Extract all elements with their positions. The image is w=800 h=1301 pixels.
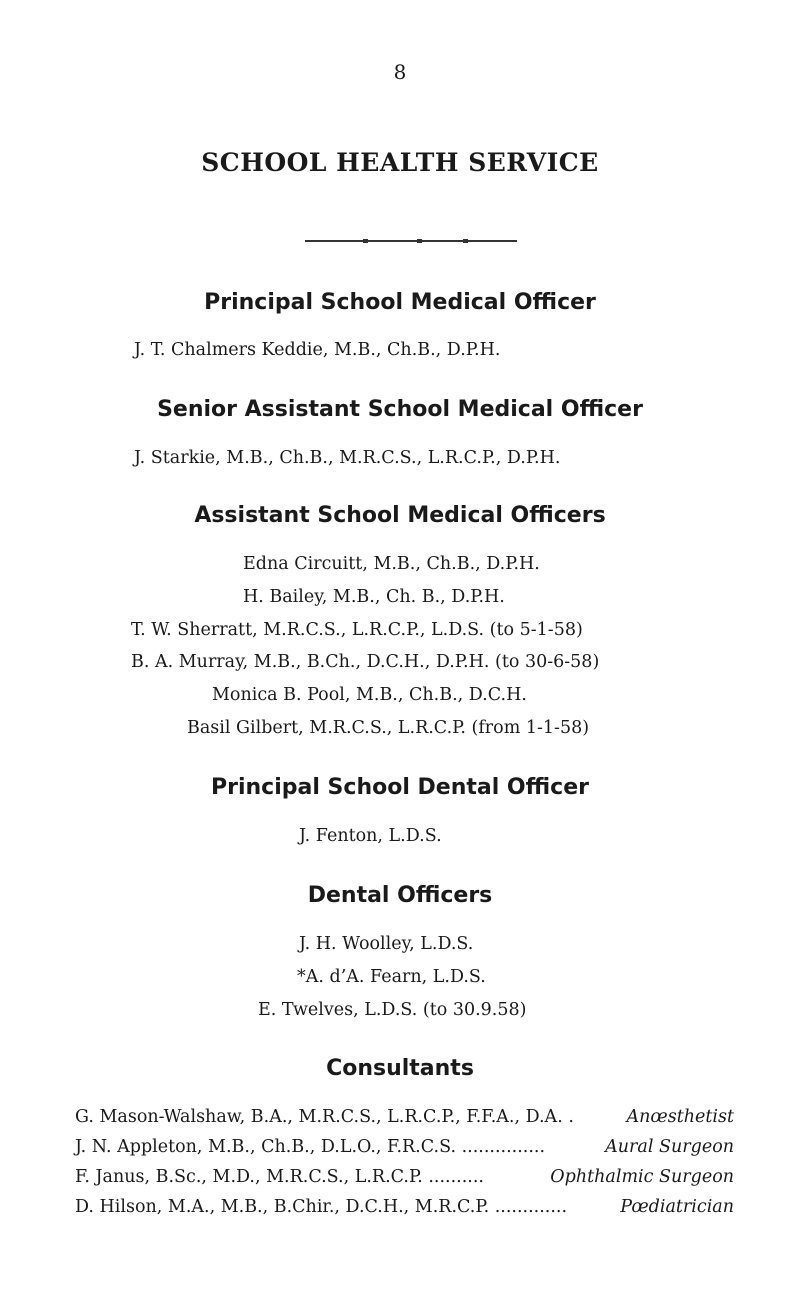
asmo-name: B. A. Murray, M.B., B.Ch., D.C.H., D.P.H. (to 30-6-58): [131, 652, 600, 672]
consultant-role: Anœsthetist: [626, 1107, 734, 1127]
decorative-rule: [305, 240, 517, 242]
heading-principal-school-dental-officer: Principal School Dental Officer: [211, 775, 589, 800]
heading-senior-assistant-smo: Senior Assistant School Medical Officer: [157, 397, 643, 422]
heading-principal-school-medical-officer: Principal School Medical Officer: [204, 290, 596, 315]
asmo-name: H. Bailey, M.B., Ch. B., D.P.H.: [243, 587, 505, 607]
consultant-role: Pœdiatrician: [620, 1197, 734, 1217]
consultant-name: D. Hilson, M.A., M.B., B.Chir., D.C.H., M.R.C.P. .............: [75, 1197, 568, 1217]
dental-officer-name: *A. d’A. Fearn, L.D.S.: [297, 967, 486, 987]
asmo-name: Edna Circuitt, M.B., Ch.B., D.P.H.: [243, 554, 540, 574]
consultant-role: Ophthalmic Surgeon: [550, 1167, 734, 1187]
consultant-role: Aural Surgeon: [605, 1137, 734, 1157]
dental-officer-name: J. H. Woolley, L.D.S.: [299, 934, 474, 954]
heading-dental-officers: Dental Officers: [307, 883, 493, 908]
consultant-name: F. Janus, B.Sc., M.D., M.R.C.S., L.R.C.P. ..........: [75, 1167, 484, 1187]
consultant-name: J. N. Appleton, M.B., Ch.B., D.L.O., F.R.C.S. ...............: [75, 1137, 546, 1157]
page-number: 8: [393, 60, 407, 84]
asmo-name: Basil Gilbert, M.R.C.S., L.R.C.P. (from 1-1-58): [187, 718, 590, 738]
asmo-name: T. W. Sherratt, M.R.C.S., L.R.C.P., L.D.S. (to 5-1-58): [131, 620, 583, 640]
dental-officer-name: E. Twelves, L.D.S. (to 30.9.58): [258, 1000, 527, 1020]
consultant-name: G. Mason-Walshaw, B.A., M.R.C.S., L.R.C.P., F.F.A., D.A. .: [75, 1107, 574, 1127]
principal-sdo-name: J. Fenton, L.D.S.: [299, 826, 442, 846]
senior-asmo-name: J. Starkie, M.B., Ch.B., M.R.C.S., L.R.C.P., D.P.H.: [134, 448, 561, 468]
principal-smo-name: J. T. Chalmers Keddie, M.B., Ch.B., D.P.H.: [134, 340, 501, 360]
asmo-name: Monica B. Pool, M.B., Ch.B., D.C.H.: [212, 685, 527, 705]
heading-consultants: Consultants: [326, 1056, 474, 1081]
main-title: SCHOOL HEALTH SERVICE: [201, 148, 599, 177]
heading-assistant-smos: Assistant School Medical Officers: [194, 503, 606, 528]
